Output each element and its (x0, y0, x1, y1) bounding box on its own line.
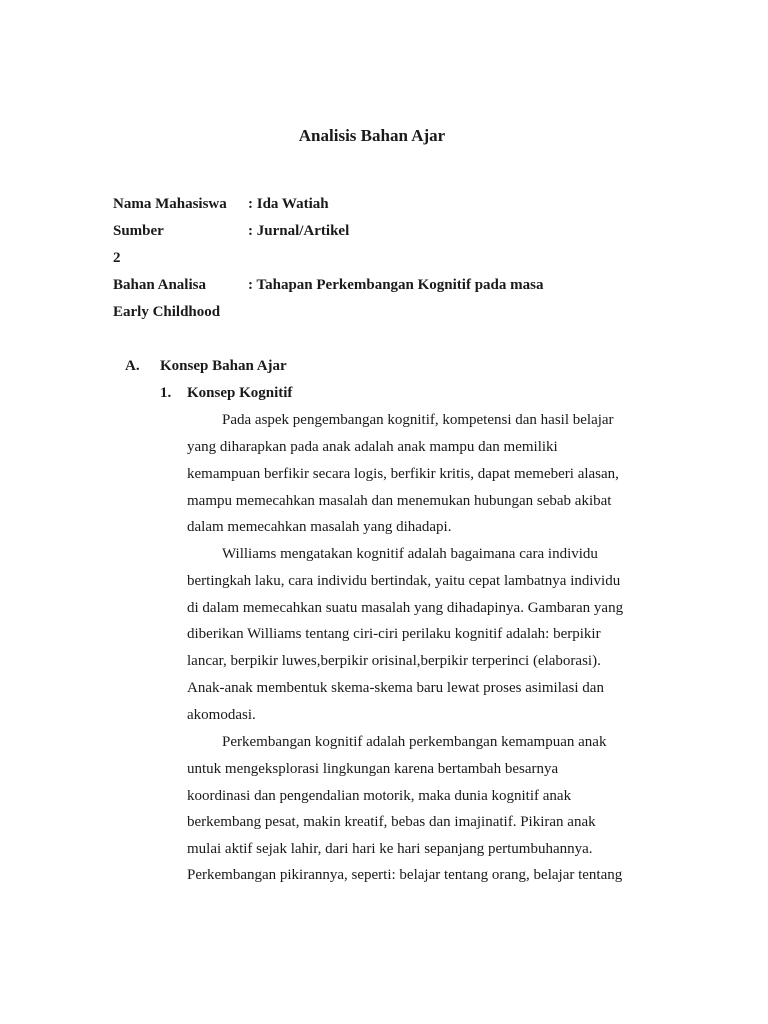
paragraph-line: Williams mengatakan kognitif adalah bagaimana cara individu (222, 546, 598, 562)
paragraph-line: akomodasi. (187, 707, 256, 723)
sumber-value: : Jurnal/Artikel (248, 223, 350, 239)
paragraph-line: koordinasi dan pengendalian motorik, maka dunia kognitif anak (187, 788, 572, 804)
paragraph-line: kemampuan berfikir secara logis, berfikir kritis, dapat memeberi alasan, (187, 466, 619, 482)
document-title: Analisis Bahan Ajar (298, 126, 446, 145)
nama-mahasiswa-value: : Ida Watiah (248, 196, 329, 212)
paragraph-line: dalam memecahkan masalah yang dihadapi. (187, 519, 452, 535)
subsection-1-heading: Konsep Kognitif (187, 385, 293, 401)
paragraph-line: berkembang pesat, makin kreatif, bebas dan imajinatif. Pikiran anak (187, 814, 596, 830)
paragraph-line: lancar, berpikir luwes,berpikir orisinal,berpikir terperinci (elaborasi). (187, 653, 601, 669)
paragraph-line: Anak-anak membentuk skema-skema baru lewat proses asimilasi dan (187, 680, 604, 696)
sumber-label: Sumber (113, 223, 164, 239)
subsection-1-number: 1. (160, 385, 172, 401)
paragraph-line: mulai aktif sejak lahir, dari hari ke hari sepanjang pertumbuhannya. (187, 841, 593, 857)
nama-mahasiswa-label: Nama Mahasiswa (113, 196, 227, 212)
paragraph-line: diberikan Williams tentang ciri-ciri perilaku kognitif adalah: berpikir (187, 626, 601, 642)
bahan-analisa-label: Bahan Analisa (113, 277, 206, 293)
bahan-analisa-value: : Tahapan Perkembangan Kognitif pada masa (248, 277, 544, 293)
paragraph-line: Perkembangan kognitif adalah perkembangan kemampuan anak (222, 734, 607, 750)
bahan-analisa-continuation: Early Childhood (113, 304, 221, 320)
paragraph-line: bertingkah laku, cara individu bertindak, yaitu cepat lambatnya individu (187, 573, 621, 589)
paragraph-line: mampu memecahkan masalah dan menemukan hubungan sebab akibat (187, 493, 612, 509)
paragraph-line: di dalam memecahkan suatu masalah yang dihadapinya. Gambaran yang (187, 600, 624, 616)
paragraph-line: Pada aspek pengembangan kognitif, kompetensi dan hasil belajar (222, 412, 614, 428)
section-a-number: A. (125, 358, 140, 374)
sumber-continuation: 2 (113, 250, 121, 266)
paragraph-line: Perkembangan pikirannya, seperti: belajar tentang orang, belajar tentang (187, 867, 623, 883)
paragraph-line: yang diharapkan pada anak adalah anak mampu dan memiliki (187, 439, 558, 455)
section-a-heading: Konsep Bahan Ajar (160, 358, 287, 374)
paragraph-line: untuk mengeksplorasi lingkungan karena bertambah besarnya (187, 761, 559, 777)
